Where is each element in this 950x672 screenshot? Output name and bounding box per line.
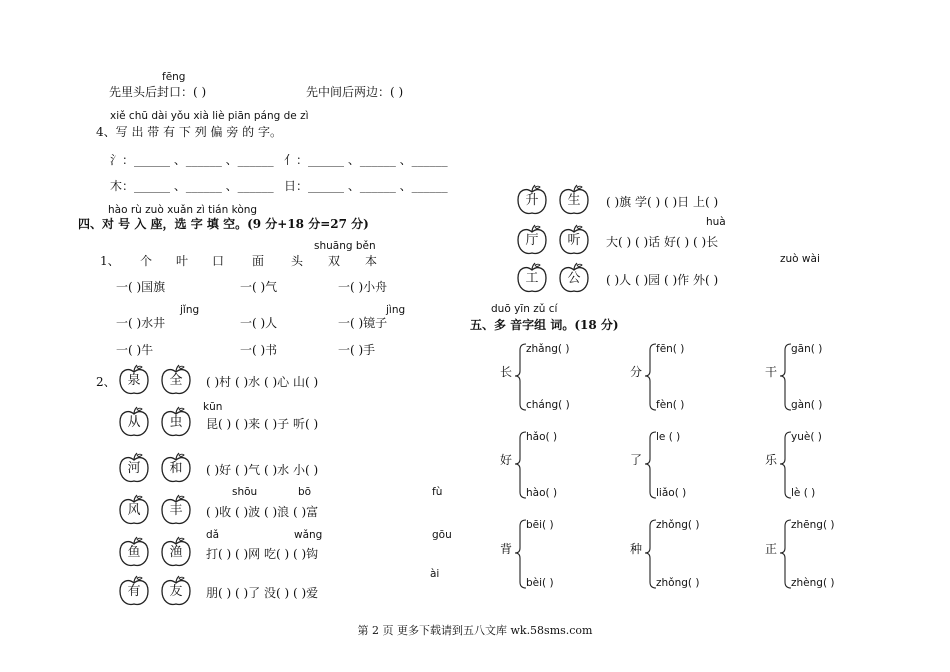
q2-apple-0a [118, 364, 150, 396]
q2-pinyin-fu: fù [432, 486, 443, 498]
q2-apple-2b-char: 和 [169, 461, 183, 476]
q1-r1-c1: 一( )人 [240, 316, 278, 330]
q1-r0-c0: 一( )国旗 [116, 280, 166, 294]
q2-apple-1a-char: 从 [127, 415, 141, 430]
polyphone-top-2: gān( ) [791, 343, 823, 355]
q2-apple-4b [160, 536, 192, 568]
q1-pinyin-jing2: jìng [386, 304, 406, 316]
polyphone-char-6: 背 [500, 542, 513, 556]
q2-pinyin-ai: ài [430, 568, 440, 580]
right-apple-1a [516, 224, 548, 256]
q2-apple-5b-char: 友 [169, 584, 183, 599]
polyphone-top-3: hǎo( ) [526, 431, 558, 443]
right-apple-0a [516, 184, 548, 216]
polyphone-char-0: 长 [500, 365, 513, 379]
q2-label: 2、 [96, 375, 116, 389]
polyphone-char-8: 正 [765, 542, 778, 556]
q2-apple-5b [160, 575, 192, 607]
s4-title: 四、对 号 入 座，选 字 填 空。(9 分+18 分=27 分) [78, 217, 369, 231]
right-apple-1b [558, 224, 590, 256]
q1-r0-c1: 一( )气 [240, 280, 278, 294]
q1-char-2: 口 [212, 254, 225, 268]
s5-title: 五、多 音字组 词。(18 分) [470, 318, 619, 332]
q1-r0-c2: 一( )小舟 [338, 280, 388, 294]
q1-r1-c0: 一( )水井 [116, 316, 166, 330]
q2-apple-4a-char: 鱼 [127, 545, 141, 560]
q1-label: 1、 [100, 254, 120, 268]
q2-apple-4b-char: 渔 [169, 545, 183, 560]
right-apple-0a-char: 升 [525, 193, 539, 208]
q4-row2-right: 日：______ 、______ 、______ [284, 179, 448, 193]
q1-char-3: 面 [252, 254, 265, 268]
q2-row-3: ( )收 ( )波 ( )浪 ( )富 [206, 505, 319, 519]
q2-apple-1b [160, 406, 192, 438]
polyphone-char-1: 分 [630, 365, 643, 379]
right-pinyin-zuowai: zuò wài [780, 253, 820, 265]
q1-char-5: 双 [328, 254, 341, 268]
polyphone-bottom-4: liǎo( ) [656, 487, 687, 499]
s4-pinyin: hào rù zuò xuǎn zì tián kòng [108, 204, 258, 216]
q2-apple-0b-char: 全 [169, 373, 183, 388]
polyphone-char-2: 干 [765, 365, 778, 379]
polyphone-bottom-8: zhèng( ) [791, 577, 835, 589]
q1-r2-c0: 一( )牛 [116, 343, 154, 357]
right-row-2: ( )人 ( )园 ( )作 外( ) [606, 273, 719, 287]
q1-char-0: 个 [140, 254, 153, 268]
polyphone-char-7: 种 [630, 542, 643, 556]
right-apple-0b-char: 生 [567, 193, 581, 208]
q2-row-4: 打( ) ( )网 吃( ) ( )钩 [206, 547, 319, 561]
polyphone-bottom-0: cháng( ) [526, 399, 570, 411]
q2-apple-0a-char: 泉 [127, 373, 141, 388]
q2-apple-0b [160, 364, 192, 396]
polyphone-bottom-7: zhǒng( ) [656, 577, 700, 589]
right-apple-2a [516, 262, 548, 294]
polyphone-top-0: zhǎng( ) [526, 343, 570, 355]
right-pinyin-hua: huà [706, 216, 726, 228]
q4-pinyin: xiě chū dài yǒu xià liè piān páng de zì [110, 110, 309, 122]
q2-apple-2b [160, 452, 192, 484]
q1-char-6: 本 [365, 254, 378, 268]
q2-apple-4a [118, 536, 150, 568]
q4-row2-left: 木：______ 、______ 、______ [110, 179, 274, 193]
q2-row-2: ( )好 ( )气 ( )水 小( ) [206, 463, 319, 477]
s5-pinyin: duō yīn zǔ cí [491, 303, 558, 315]
right-apple-1a-char: 厅 [525, 233, 539, 248]
right-row-0: ( )旗 学( ) ( )日 上( ) [606, 195, 719, 209]
polyphone-bottom-3: hào( ) [526, 487, 558, 499]
polyphone-bottom-6: bèi( ) [526, 577, 554, 589]
q2-pinyin-da: dǎ [206, 529, 220, 541]
polyphone-char-4: 了 [630, 453, 643, 467]
q2-pinyin-wang: wǎng [294, 529, 323, 541]
q1-r2-c2: 一( )手 [338, 343, 376, 357]
q2-apple-2a-char: 河 [127, 461, 141, 476]
polyphone-bottom-2: gàn( ) [791, 399, 823, 411]
q2-apple-1b-char: 虫 [169, 415, 183, 430]
polyphone-char-5: 乐 [765, 453, 778, 467]
right-apple-2b [558, 262, 590, 294]
polyphone-top-1: fēn( ) [656, 343, 685, 355]
q2-apple-5a [118, 575, 150, 607]
polyphone-char-3: 好 [500, 453, 513, 467]
polyphone-top-5: yuè( ) [791, 431, 822, 443]
q2-pinyin-bo: bō [298, 486, 312, 498]
feng-right-prompt: 先中间后两边：( ) [306, 85, 404, 99]
polyphone-bottom-5: lè ( ) [791, 487, 816, 499]
feng-left-prompt: 先里头后封口：( ) [109, 85, 207, 99]
polyphone-top-4: le ( ) [656, 431, 681, 443]
right-apple-1b-char: 听 [567, 233, 581, 248]
q1-r1-c2: 一( )镜子 [338, 316, 388, 330]
q2-row-1: 昆( ) ( )来 ( )子 听( ) [206, 417, 319, 431]
q2-apple-3b [160, 494, 192, 526]
q2-apple-5a-char: 有 [127, 584, 141, 599]
q2-pinyin-gou: gōu [432, 529, 452, 541]
q4-row1-left: 氵：______ 、______ 、______ [110, 153, 274, 167]
pinyin-feng: fēng [162, 71, 186, 83]
q2-apple-3a [118, 494, 150, 526]
page-footer: 第 2 页 更多下载请到五八文库 wk.58sms.com [357, 624, 593, 637]
q2-pinyin-shou: shōu [232, 486, 258, 498]
q2-apple-3b-char: 丰 [169, 503, 183, 518]
right-apple-2b-char: 公 [567, 271, 581, 286]
polyphone-top-6: bēi( ) [526, 519, 554, 531]
q2-apple-3a-char: 风 [127, 503, 141, 518]
q4-row1-right: 亻：______ 、______ 、______ [284, 153, 448, 167]
q1-r2-c1: 一( )书 [240, 343, 278, 357]
polyphone-bottom-1: fèn( ) [656, 399, 685, 411]
q2-row-0: ( )村 ( )水 ( )心 山( ) [206, 375, 319, 389]
q1-char-1: 叶 [176, 254, 189, 268]
q2-row-5: 朋( ) ( )了 没( ) ( )爱 [206, 586, 319, 600]
polyphone-top-7: zhǒng( ) [656, 519, 700, 531]
q1-pinyin-shuang-ben: shuāng běn [314, 240, 376, 252]
q1-char-4: 头 [291, 254, 304, 268]
right-apple-2a-char: 工 [525, 271, 539, 286]
right-apple-0b [558, 184, 590, 216]
right-row-1: 大( ) ( )话 好( ) ( )长 [606, 235, 719, 249]
q1-pinyin-jing1: jǐng [180, 304, 200, 316]
q2-apple-1a [118, 406, 150, 438]
q4-title: 4、写 出 带 有 下 列 偏 旁 的 字。 [96, 125, 282, 139]
polyphone-top-8: zhēng( ) [791, 519, 835, 531]
q2-apple-2a [118, 452, 150, 484]
q2-pinyin-kun: kūn [203, 401, 223, 413]
